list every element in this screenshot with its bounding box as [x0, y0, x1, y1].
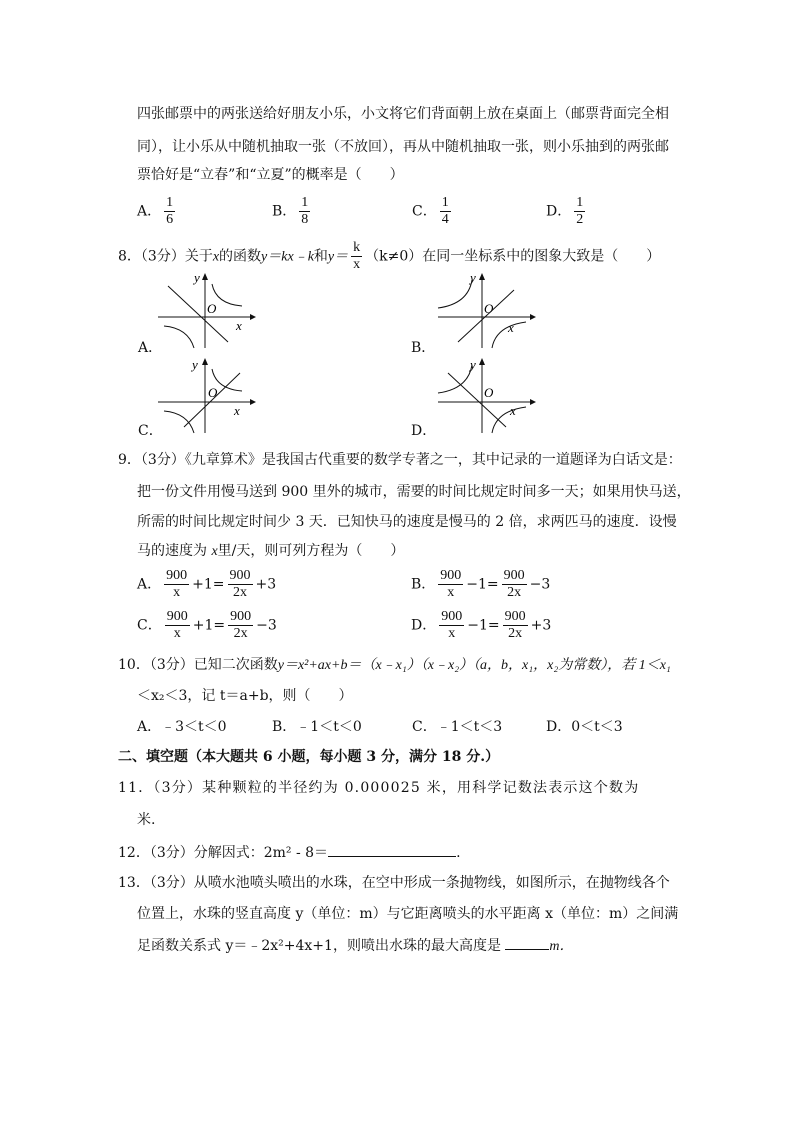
q8-option-b[interactable]: B．: [411, 340, 436, 356]
q9-line-3: 所需的时间比规定时间少 3 天．已知快马的速度是慢马的 2 倍，求两匹马的速度．设慢: [137, 514, 677, 530]
answer-blank[interactable]: [505, 935, 549, 950]
svg-text:x: x: [236, 318, 242, 333]
q9-option-b[interactable]: B． $\frac{900}{x}$ −1= $\frac{900}{2x}$ −3: [411, 568, 551, 600]
svg-text:O: O: [484, 385, 494, 400]
q13-line-2: 位置上，水珠的竖直高度 y（单位：m）与它距离喷头的水平距离 x（单位：m）之间满: [137, 906, 679, 922]
q8-graph-c: [150, 355, 260, 435]
q7-option-d[interactable]: D． $\frac{1}{2}$: [546, 195, 584, 227]
q8-option-c[interactable]: C．: [138, 423, 163, 439]
q8-stem: 8．（3分）关于x的函数y＝kx﹣k和y＝ $\frac{k}{x}$ （k≠0）在同一坐标系中的图象大致是（ ）: [118, 240, 661, 272]
q9-line-4: 马的速度为 x里/天，则可列方程为（ ）: [137, 543, 405, 559]
q12-line: 12．（3分）分解因式：2m² - 8＝ .: [118, 842, 461, 863]
q11-line-1: 11．（3分）某种颗粒的半径约为 0.000025 米，用科学记数法表示这个数为: [118, 780, 640, 796]
section-heading: 二、填空题（本大题共 6 小题，每小题 3 分，满分 18 分.）: [118, 749, 500, 765]
q8-graph-a: [150, 270, 260, 350]
fraction: $\frac{k}{x}$: [353, 240, 361, 272]
q8-option-a[interactable]: A．: [138, 340, 163, 356]
q13-line-3: 足函数关系式 y＝﹣2x²+4x+1，则喷出水珠的最大高度是 m．: [137, 935, 574, 957]
q9-line-1: 9．（3分）《九章算术》是我国古代重要的数学专著之一，其中记录的一道题译为白话文是：: [118, 452, 682, 468]
q7-line-2: 同），让小乐从中随机抽取一张（不放回），再从中随机抽取一张，则小乐抽到的两张邮: [137, 139, 669, 155]
q7-option-c[interactable]: C． $\frac{1}{4}$: [412, 195, 449, 227]
q8-option-d[interactable]: D．: [411, 423, 437, 439]
q10-option-b[interactable]: B．﹣1＜t＜0: [272, 719, 362, 735]
q10-line-1: 10．（3分）已知二次函数y＝x²+ax+b＝（x﹣x₁）（x﹣x₂）（a，b，x₁，x₂为常数），若 1＜x₁: [118, 657, 671, 673]
svg-text:x: x: [234, 403, 240, 418]
fraction: $\frac{1}{2}$: [576, 195, 584, 227]
q7-option-b[interactable]: B． $\frac{1}{8}$: [272, 195, 309, 227]
svg-text:y: y: [470, 357, 476, 372]
q9-line-2: 把一份文件用慢马送到 900 里外的城市，需要的时间比规定时间多一天；如果用快马送，: [137, 484, 691, 500]
q7-line-1: 四张邮票中的两张送给好朋友小乐，小文将它们背面朝上放在桌面上（邮票背面完全相: [137, 106, 669, 122]
q10-option-a[interactable]: A．﹣3＜t＜0: [137, 719, 227, 735]
svg-text:O: O: [207, 301, 217, 316]
q13-line-1: 13．（3分）从喷水池喷头喷出的水珠，在空中形成一条抛物线，如图所示，在抛物线各个: [118, 875, 670, 891]
q7-option-a[interactable]: A． $\frac{1}{6}$: [137, 195, 174, 227]
q8-graph-b: [430, 270, 540, 350]
svg-text:O: O: [208, 385, 218, 400]
fraction: $\frac{1}{4}$: [441, 195, 449, 227]
svg-text:y: y: [192, 357, 198, 372]
answer-blank[interactable]: [328, 842, 456, 857]
q8-graph-d: [430, 355, 540, 435]
q9-option-a[interactable]: A． $\frac{900}{x}$ +1= $\frac{900}{2x}$ +3: [137, 568, 277, 600]
svg-text:y: y: [470, 270, 476, 285]
svg-text:y: y: [194, 270, 200, 285]
q10-option-c[interactable]: C．﹣1＜t＜3: [412, 719, 503, 735]
q11-line-2: 米.: [137, 812, 156, 828]
q7-line-3: 票恰好是“立春”和“立夏”的概率是（ ）: [137, 167, 404, 183]
q10-option-d[interactable]: D．0＜t＜3: [546, 719, 623, 735]
fraction: $\frac{1}{6}$: [166, 195, 174, 227]
svg-text:x: x: [510, 403, 516, 418]
q9-option-c[interactable]: C． $\frac{900}{x}$ +1= $\frac{900}{2x}$ −3: [137, 609, 277, 641]
fraction: $\frac{1}{8}$: [301, 195, 309, 227]
svg-text:O: O: [484, 301, 494, 316]
q10-line-2: ＜x₂＜3，记 t＝a+b，则（ ）: [137, 688, 353, 704]
svg-text:x: x: [508, 320, 514, 335]
q9-option-d[interactable]: D． $\frac{900}{x}$ −1= $\frac{900}{2x}$ +3: [411, 609, 552, 641]
